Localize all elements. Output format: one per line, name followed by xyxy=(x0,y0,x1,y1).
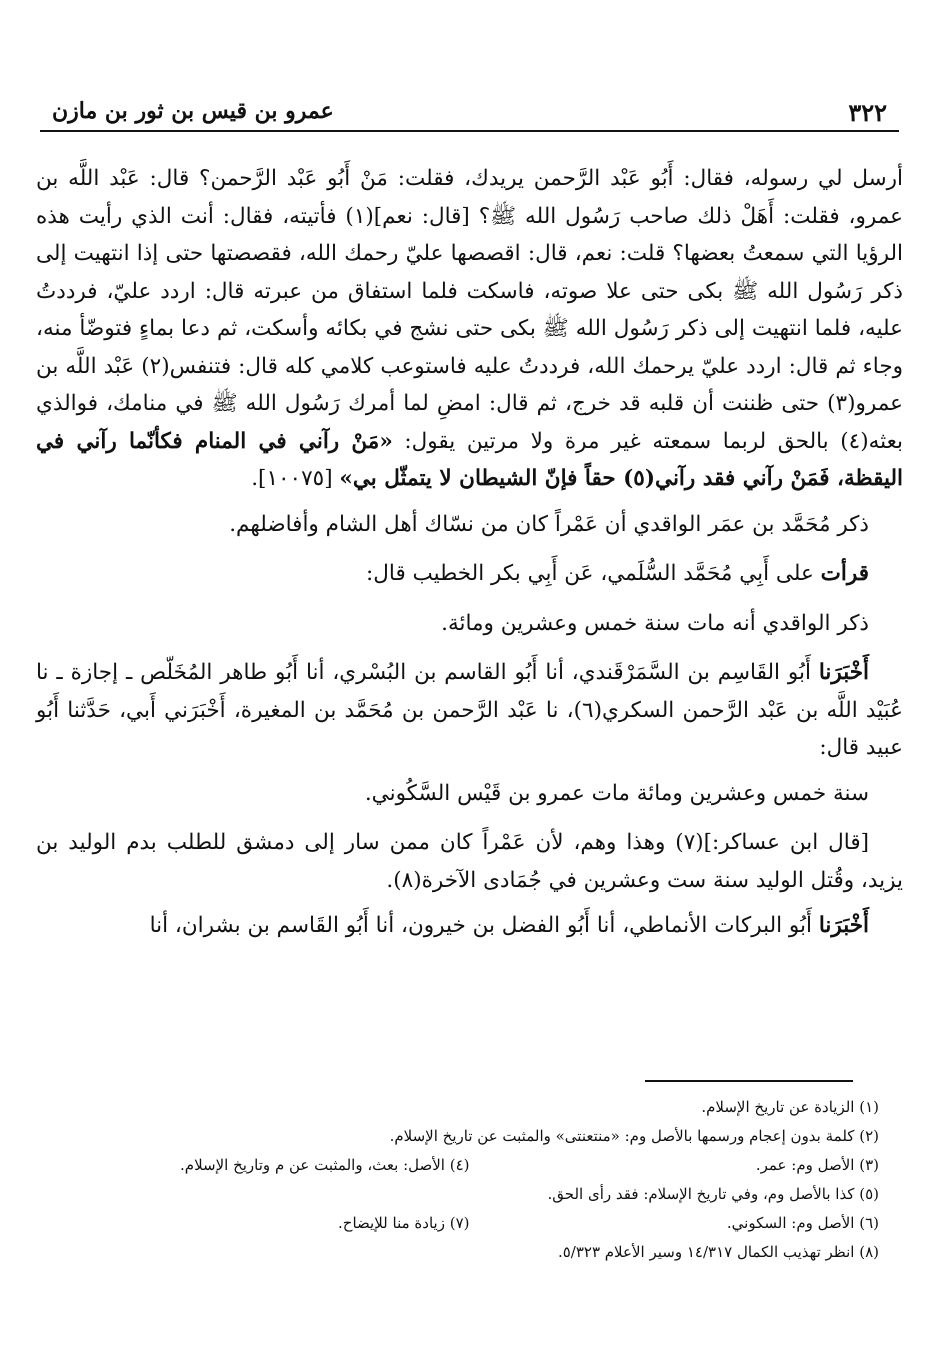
paragraph-ibn-asakir: [قال ابن عساكر:](٧) وهذا وهم، لأن عَمْراً كان ممن سار إلى دمشق للطلب بدم الوليد بن يزيد، وقُتل الوليد سنة ست وعشرين في جُمَادى الآخرة(٨). xyxy=(36,830,903,893)
footnotes xyxy=(60,1093,879,1267)
paragraph-text: أَبُو القَاسِم بن السَّمَرْقَندي، أنا أَبُو القاسم بن البُسْري، أنا أَبُو طاهر المُخَلّص ـ إجازة ـ نا عُبَيْد اللَّه بن عَبْد الرَّحمن السكري(٦)، نا عَبْد الرَّحمن بن مُحَمَّد بن المغيرة، أَخْبَرَني أَبي، حَدَّثنا أَبُو عبيد قال: xyxy=(36,660,903,760)
footnote-row xyxy=(60,1122,879,1151)
header-rule xyxy=(40,130,899,132)
paragraph-dream-narration xyxy=(36,160,903,498)
footnote-row xyxy=(60,1151,879,1180)
footnote-3: (٣) الأصل وم: عمر. xyxy=(755,1156,879,1174)
paragraph-death-year: ذكر الواقدي أنه مات سنة خمس وعشرين ومائة. xyxy=(441,610,869,636)
page-number: ٣٢٢ xyxy=(848,98,887,127)
footnote-row xyxy=(60,1238,879,1267)
hadith-quote: «مَنْ رآني في المنام فكأنّما رآني في اليقظة، فَمَنْ رآني فقد رآني(٥) حقاً فإنّ الشيطان لا يتمثّل بي» xyxy=(36,428,903,491)
isnad-lead-word: أَخْبَرَنا xyxy=(818,660,869,685)
footnote-5: (٥) كذا بالأصل وم، وفي تاريخ الإسلام: فقد رأى الحق. xyxy=(547,1185,879,1203)
footnote-2: (٢) كلمة بدون إعجام ورسمها بالأصل وم: «منتعنتى» والمثبت عن تاريخ الإسلام. xyxy=(389,1127,879,1145)
paragraph-abu-ubaid: سنة خمس وعشرين ومائة مات عمرو بن قَيْس السَّكُوني. xyxy=(364,780,869,806)
paragraph-text: أَبُو البركات الأنماطي، أنا أَبُو الفضل بن خيرون، أنا أَبُو القَاسم بن بشران، أنا xyxy=(149,913,812,938)
paragraph-isnad-khatib xyxy=(36,555,903,593)
footnote-4: (٤) الأصل: بعث، والمثبت عن م وتاريخ الإسلام. xyxy=(180,1156,470,1174)
paragraph-text: على أَبِي مُحَمَّد السُّلَمي، عَن أَبِي بكر الخطيب قال: xyxy=(366,561,814,586)
isnad-lead-word: أَخْبَرَنا xyxy=(818,913,869,938)
paragraph-isnad-anmati xyxy=(36,907,903,945)
footnote-row xyxy=(60,1209,879,1238)
paragraph-isnad-samarqandi xyxy=(36,654,903,767)
footnote-7: (٧) زيادة منا للإيضاح. xyxy=(338,1214,470,1232)
footnote-8: (٨) انظر تهذيب الكمال ١٤/٣١٧ وسير الأعلام ٥/٣٢٣. xyxy=(557,1243,879,1261)
footnote-rule xyxy=(645,1080,853,1082)
hadith-reference: [١٠٠٧٥]. xyxy=(251,466,333,491)
footnote-row xyxy=(60,1093,879,1122)
footnote-1: (١) الزيادة عن تاريخ الإسلام. xyxy=(701,1098,879,1116)
footnote-6: (٦) الأصل وم: السكوني. xyxy=(726,1214,879,1232)
page-body xyxy=(36,160,903,953)
page-header xyxy=(40,92,899,132)
isnad-lead-word: قرأت xyxy=(820,561,869,586)
paragraph-waqidi: ذكر مُحَمَّد بن عمَر الواقدي أن عَمْراً كان من نسّاك أهل الشام وأفاضلهم. xyxy=(229,511,869,537)
paragraph-text: أرسل لي رسوله، فقال: أَبُو عَبْد الرَّحمن يريدك، فقلت: مَنْ أَبُو عَبْد الرَّحمن؟ قال: عَبْد اللَّه بن عمرو، فقلت: أَهَلْ ذلك صاحب رَسُول الله ﷺ؟ [قال: نعم](١) فأتيته، فقال: أنت الذي رأيت هذه الرؤيا التي سمعتُ بعضها؟ قلت: نعم، قال: اقصصها عليّ رحمك الله، فقصصتها حتى إذا انتهيت إلى ذكر رَسُول الله ﷺ بكى حتى علا صوته، فاسكت فلما استفاق من عبرته قال: اردد عليّ، فرددتُ عليه، فلما انتهيت إلى ذكر رَسُول الله ﷺ بكى حتى نشج في بكائه وأسكت، ثم دعا بماءٍ فتوضّأ منه، وجاء ثم قال: اردد عليّ يرحمك الله، فرددتُ عليه فاستوعب كلامي كله قال: فتنفس(٢) عَبْد اللَّه بن عمرو(٣) حتى ظننت أن قلبه قد خرج، ثم قال: امضِ لما أمرك رَسُول الله ﷺ في منامك، فوالذي بعثه(٤) بالحق لربما سمعته غير مرة ولا مرتين يقول: xyxy=(36,166,904,454)
running-title: عمرو بن قيس بن ثور بن مازن xyxy=(52,98,334,124)
footnote-row xyxy=(60,1180,879,1209)
